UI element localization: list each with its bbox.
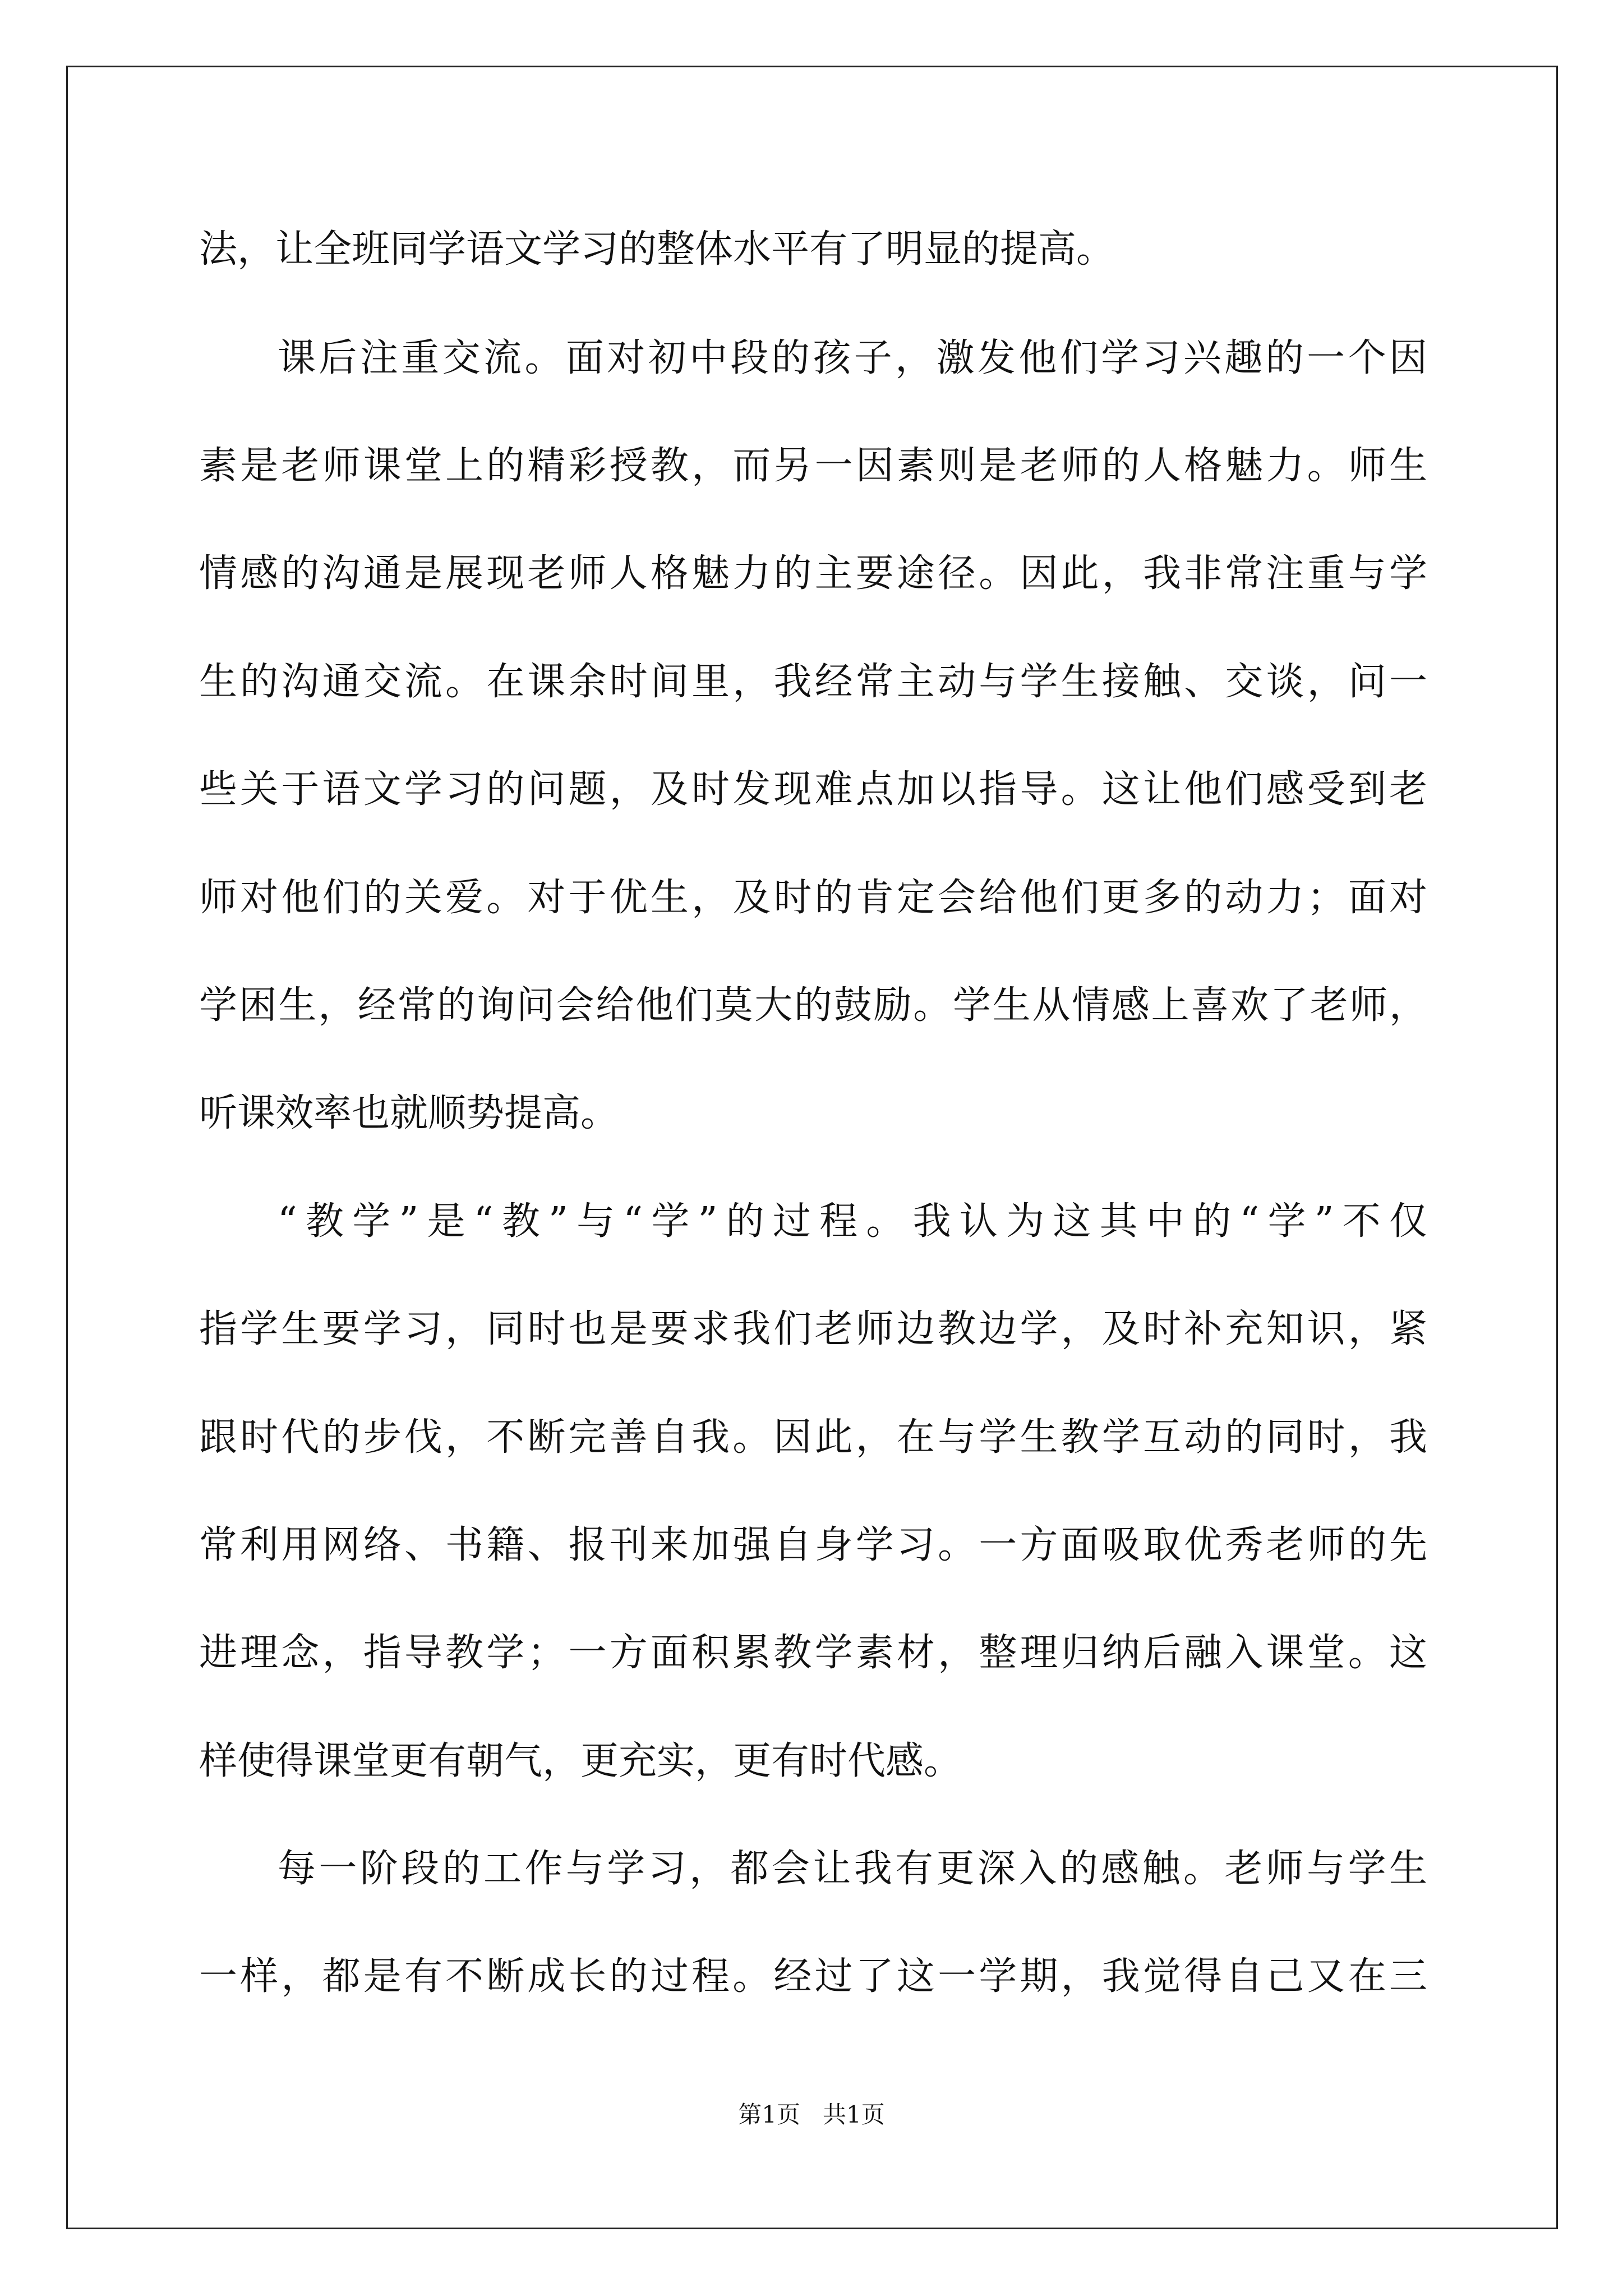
text-line: 师对他们的关爱。对于优生，及时的肯定会给他们更多的动力；面对 bbox=[199, 876, 1427, 920]
text-line: 课后注重交流。面对初中段的孩子，激发他们学习兴趣的一个因 bbox=[278, 336, 1427, 380]
text-line: 常利用网络、书籍、报刊来加强自身学习。一方面吸取优秀老师的先 bbox=[199, 1523, 1427, 1567]
text-line: 进理念，指导教学；一方面积累教学素材，整理归纳后融入课堂。这 bbox=[199, 1631, 1427, 1675]
text-line: 素是老师课堂上的精彩授教，而另一因素则是老师的人格魅力。师生 bbox=[199, 444, 1427, 488]
text-line: 些关于语文学习的问题，及时发现难点加以指导。这让他们感受到老 bbox=[199, 767, 1427, 812]
page-total: 共1页 bbox=[823, 2101, 885, 2128]
text-line: 听课效率也就顺势提高。 bbox=[199, 1091, 619, 1135]
text-line: “教学”是“教”与“学”的过程。我认为这其中的“学”不仅 bbox=[278, 1199, 1427, 1244]
text-line: 跟时代的步伐，不断完善自我。因此，在与学生教学互动的同时，我 bbox=[199, 1415, 1427, 1460]
text-line: 法，让全班同学语文学习的整体水平有了明显的提高。 bbox=[199, 227, 1115, 272]
page-border bbox=[66, 66, 1558, 2229]
text-line: 每一阶段的工作与学习，都会让我有更深入的感触。老师与学生 bbox=[278, 1847, 1427, 1891]
page-footer bbox=[0, 2099, 1623, 2131]
text-line: 学困生，经常的询问会给他们莫大的鼓励。学生从情感上喜欢了老师， bbox=[199, 983, 1427, 1028]
text-line: 样使得课堂更有朝气，更充实，更有时代感。 bbox=[199, 1739, 962, 1783]
page-number: 第1页 bbox=[738, 2101, 800, 2128]
text-line: 生的沟通交流。在课余时间里，我经常主动与学生接触、交谈，问一 bbox=[199, 660, 1427, 704]
text-line: 一样，都是有不断成长的过程。经过了这一学期，我觉得自己又在三 bbox=[199, 1954, 1427, 1999]
text-line: 指学生要学习，同时也是要求我们老师边教边学，及时补充知识，紧 bbox=[199, 1307, 1427, 1351]
text-line: 情感的沟通是展现老师人格魅力的主要途径。因此，我非常注重与学 bbox=[199, 551, 1427, 596]
